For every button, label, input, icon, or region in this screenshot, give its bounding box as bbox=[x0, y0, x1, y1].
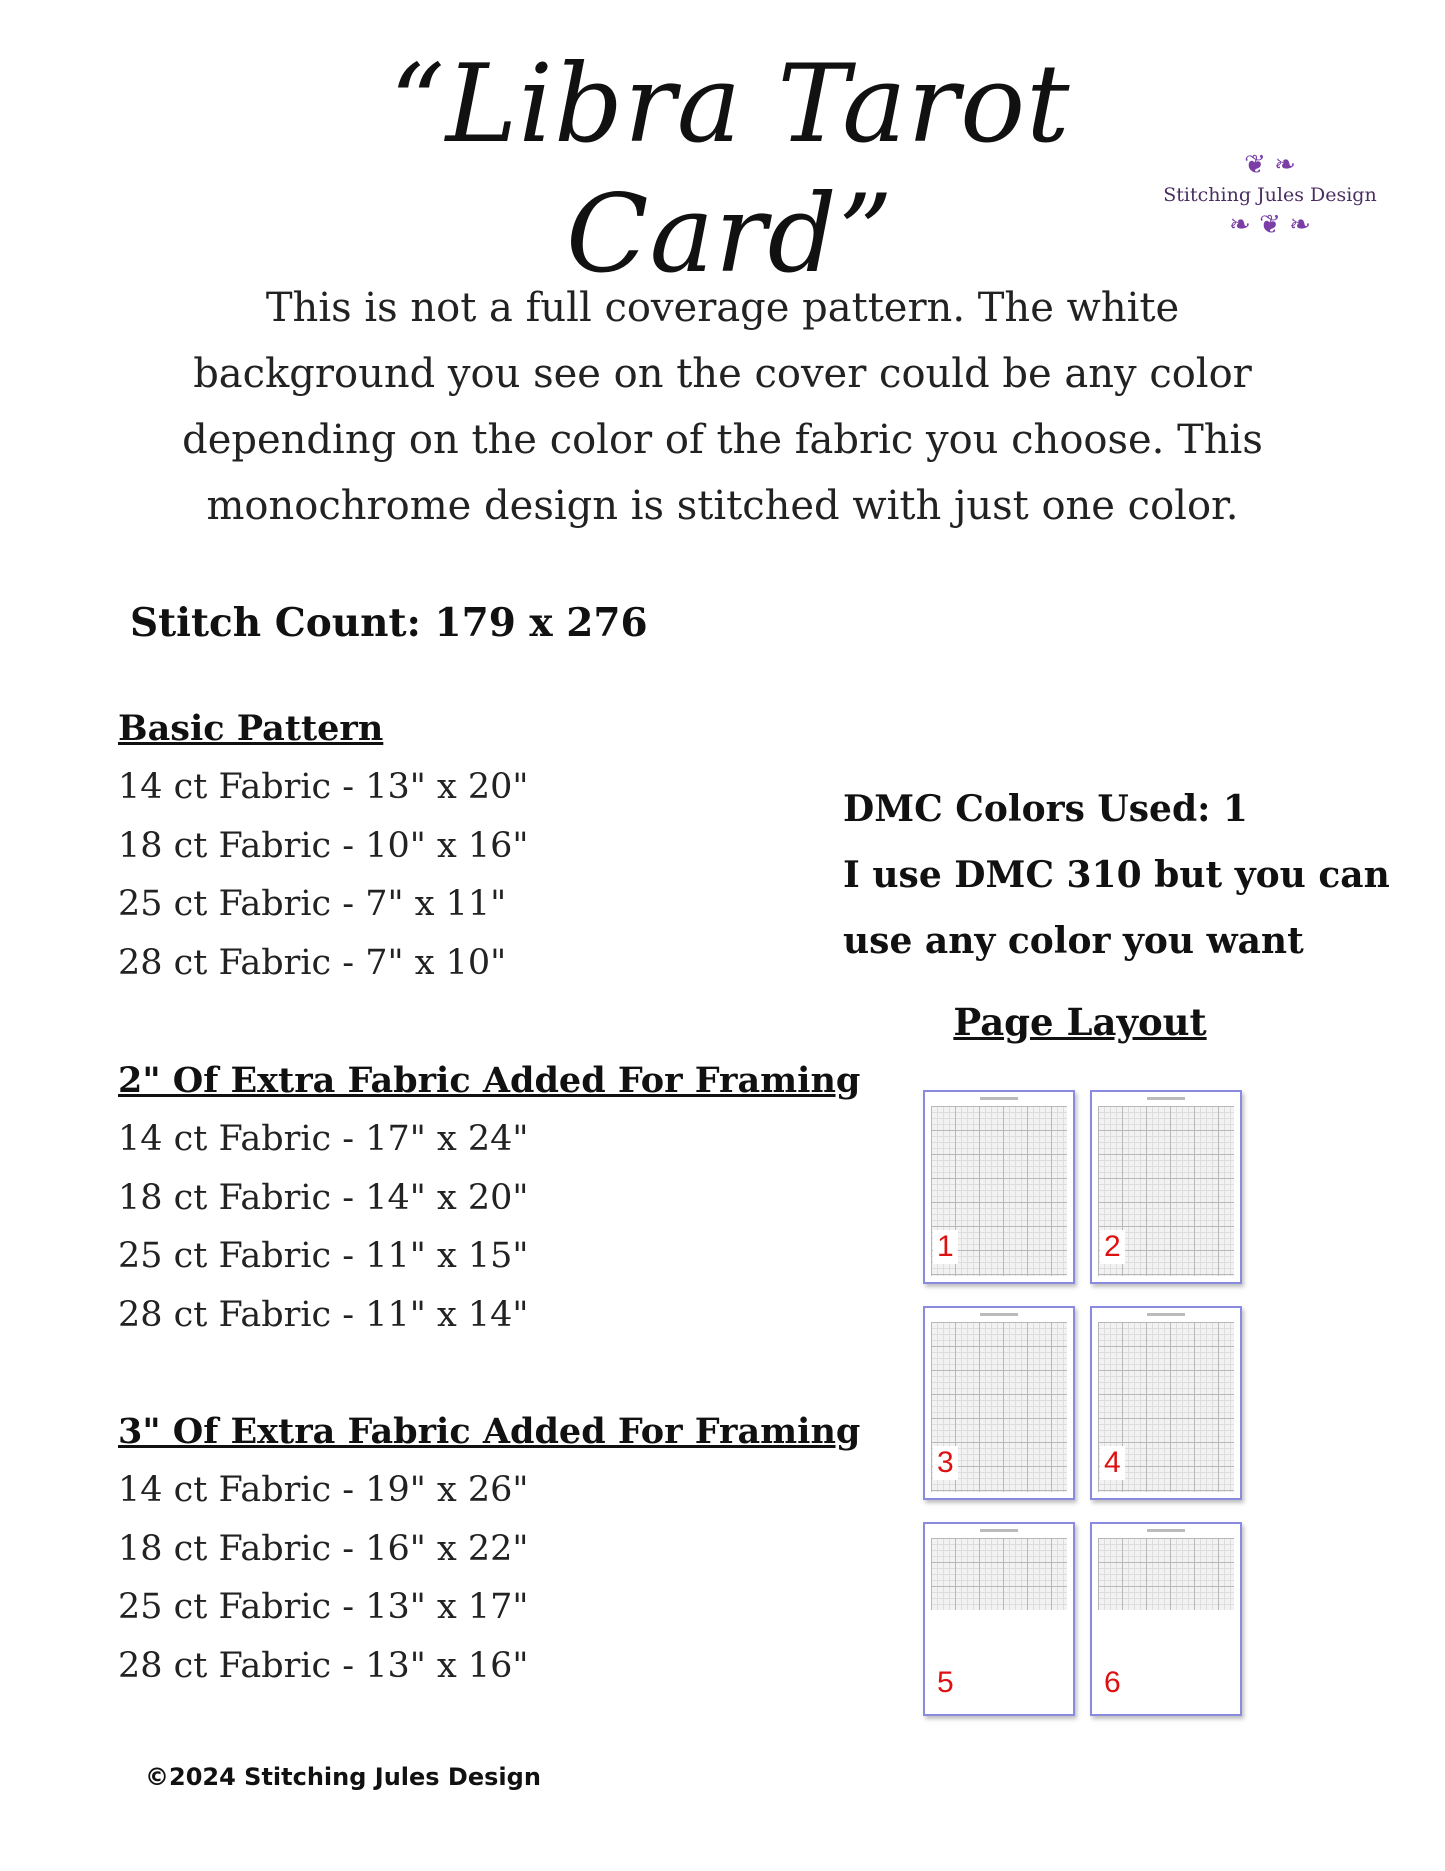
dmc-colors-info bbox=[843, 776, 1423, 974]
page-number: 3 bbox=[933, 1446, 958, 1480]
logo-ornament-bottom: ❧ ❦ ❧ bbox=[1229, 210, 1311, 240]
dmc-colors-used: DMC Colors Used: 1 bbox=[843, 788, 1248, 830]
fabric-size-row: 14 ct Fabric - 17" x 24" bbox=[118, 1119, 529, 1159]
page-thumbnail bbox=[1090, 1090, 1242, 1284]
extra-3-inch-section bbox=[118, 1403, 860, 1695]
fabric-size-row: 14 ct Fabric - 13" x 20" bbox=[118, 767, 529, 807]
fabric-size-row: 28 ct Fabric - 11" x 14" bbox=[118, 1294, 529, 1335]
fabric-size-row: 14 ct Fabric - 19" x 26" bbox=[118, 1470, 529, 1510]
page-thumbnail bbox=[1090, 1306, 1242, 1500]
page-number: 2 bbox=[1100, 1230, 1125, 1264]
brand-logo bbox=[1150, 150, 1390, 260]
extra-2-inch-section bbox=[118, 1052, 860, 1344]
page-number: 4 bbox=[1100, 1446, 1125, 1480]
logo-text: Stitching Jules Design bbox=[1163, 184, 1377, 206]
fabric-size-row: 18 ct Fabric - 14" x 20" bbox=[118, 1177, 529, 1218]
page-thumbnail bbox=[1090, 1522, 1242, 1716]
page-thumbnail bbox=[923, 1522, 1075, 1716]
dmc-note-line-2: use any color you want bbox=[843, 920, 1304, 962]
copyright-notice: ©2024 Stitching Jules Design bbox=[145, 1763, 541, 1791]
basic-pattern-section bbox=[118, 700, 529, 992]
page-number: 1 bbox=[933, 1230, 958, 1264]
fabric-size-row: 18 ct Fabric - 10" x 16" bbox=[118, 825, 529, 866]
page-thumbnail bbox=[923, 1306, 1075, 1500]
fabric-size-row: 25 ct Fabric - 7" x 11" bbox=[118, 884, 507, 924]
intro-paragraph: This is not a full coverage pattern. The white background you see on the cover could be any color depending on the color of the fabric you choose. This monochrome design is stitched with just one color. bbox=[182, 285, 1263, 529]
page-thumbnail bbox=[923, 1090, 1075, 1284]
dmc-note-line-1: I use DMC 310 but you can bbox=[843, 854, 1390, 896]
page-number: 6 bbox=[1100, 1666, 1125, 1700]
fabric-size-row: 25 ct Fabric - 13" x 17" bbox=[118, 1587, 529, 1627]
basic-pattern-heading: Basic Pattern bbox=[118, 708, 384, 749]
extra-3-inch-heading: 3" Of Extra Fabric Added For Framing bbox=[118, 1411, 861, 1452]
fabric-size-row: 28 ct Fabric - 13" x 16" bbox=[118, 1645, 529, 1686]
pattern-title: “Libra Tarot Card” bbox=[389, 42, 1071, 297]
page-number: 5 bbox=[933, 1666, 958, 1700]
stitch-count: Stitch Count: 179 x 276 bbox=[130, 600, 648, 646]
page-layout-grid bbox=[915, 1090, 1245, 1720]
fabric-size-row: 25 ct Fabric - 11" x 15" bbox=[118, 1236, 529, 1276]
logo-ornament-top: ❦ ❧ bbox=[1244, 150, 1296, 180]
page-layout-heading: Page Layout bbox=[953, 1000, 1207, 1044]
fabric-size-row: 28 ct Fabric - 7" x 10" bbox=[118, 942, 507, 983]
extra-2-inch-heading: 2" Of Extra Fabric Added For Framing bbox=[118, 1060, 861, 1101]
fabric-size-row: 18 ct Fabric - 16" x 22" bbox=[118, 1528, 529, 1569]
